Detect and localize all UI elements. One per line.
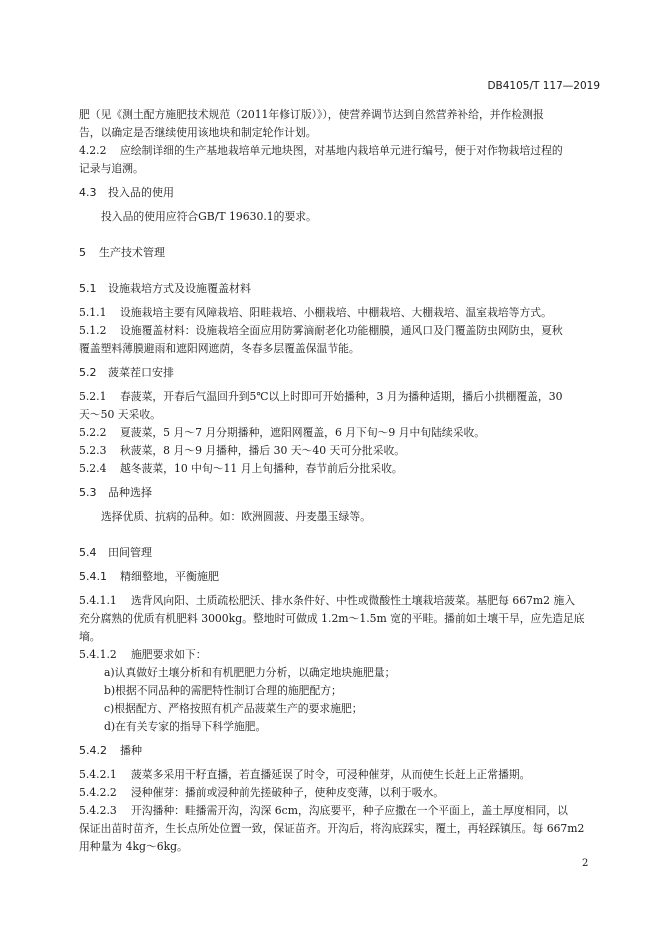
clause-5-1-2: 5.1.2 设施覆盖材料：设施栽培全面应用防雾滴耐老化功能棚膜，通风口及门覆盖防虫网防虫，夏秋 (79, 324, 563, 337)
list-item: a)认真做好土壤分析和有机肥肥力分析，以确定地块施肥量； (104, 666, 396, 679)
clause-5-2-4: 5.2.4 越冬菠菜，10 中旬～11 月上旬播种，春节前后分批采收。 (79, 462, 403, 475)
heading-5: 5 生产技术管理 (79, 246, 165, 259)
clause-5-2-1: 5.2.1 春菠菜，开春后气温回升到5℃以上时即可开始播种，3 月为播种适期，播后小拱棚覆盖，30 (79, 390, 563, 403)
body-line: 充分腐熟的优质有机肥料 3000kg。整地时可做成 1.2m～1.5m 宽的平畦。播前如土壤干旱，应先造足底 (79, 612, 585, 625)
heading-5-4-1: 5.4.1 精细整地，平衡施肥 (79, 570, 219, 583)
body-line: 覆盖塑料薄膜避雨和遮阳网遮荫，冬春多层覆盖保温节能。 (79, 342, 360, 355)
clause-5-2-2: 5.2.2 夏菠菜，5 月～7 月分期播种，遮阳网覆盖，6 月下旬～9 月中旬陆续采收。 (79, 426, 486, 439)
heading-5-4-2: 5.4.2 播种 (79, 744, 142, 757)
body-line: 记录与追溯。 (79, 162, 144, 175)
clause-5-4-1-1: 5.4.1.1 选背风向阳、土质疏松肥沃、排水条件好、中性或微酸性土壤栽培菠菜。基肥每 667m2 施入 (79, 594, 576, 607)
body-line: 肥（见《测土配方施肥技术规范（2011年修订版）》），使营养调节达到自然营养补给，并作检测报 (79, 108, 544, 121)
clause-5-4-2-3: 5.4.2.3 开沟播种：畦播需开沟，沟深 6cm，沟底要平，种子应撒在一个平面上，盖土厚度相同，以 (79, 804, 568, 817)
heading-5-2: 5.2 菠菜茬口安排 (79, 366, 174, 379)
clause-5-2-3: 5.2.3 秋菠菜，8 月～9 月播种，播后 30 天～40 天可分批采收。 (79, 444, 406, 457)
document-id-header: DB4105/T 117—2019 (487, 80, 600, 92)
body-line: 告，以确定是否继续使用该地块和制定轮作计划。 (79, 126, 317, 139)
page-number: 2 (582, 858, 589, 869)
heading-4-3: 4.3 投入品的使用 (79, 186, 174, 199)
clause-5-4-2-1: 5.4.2.1 菠菜多采用干籽直播，若直播延误了时令，可浸种催芽，从而使生长赶上正常播期。 (79, 768, 531, 781)
body-line: 用种量为 4kg～6kg。 (79, 840, 188, 853)
body-line: 保证出苗时苗齐，生长点所处位置一致，保证苗齐。开沟后，将沟底踩实，覆土，再轻踩镇压。每 667m2 (79, 822, 585, 835)
body-line: 投入品的使用应符合GB/T 19630.1的要求。 (101, 210, 317, 223)
clause-5-4-2-2: 5.4.2.2 浸种催芽：播前或浸种前先搓破种子，使种皮变薄，以利于吸水。 (79, 786, 445, 799)
list-item: d)在有关专家的指导下科学施肥。 (104, 720, 267, 733)
list-item: b)根据不同品种的需肥特性制订合理的施肥配方； (104, 684, 342, 697)
body-line: 天～50 天采收。 (79, 408, 161, 421)
clause-4-2-2: 4.2.2 应绘制详细的生产基地栽培单元地块图，对基地内栽培单元进行编号，便于对作物栽培过程的 (79, 144, 563, 157)
body-line: 选择优质、抗病的品种。如：欧洲圆菠、丹麦墨玉绿等。 (101, 510, 371, 523)
list-item: c)根据配方、严格按照有机产品菠菜生产的要求施肥； (104, 702, 363, 715)
heading-5-3: 5.3 品种选择 (79, 486, 152, 499)
clause-5-4-1-2: 5.4.1.2 施肥要求如下： (79, 648, 207, 661)
body-line: 墒。 (79, 630, 101, 643)
heading-5-4: 5.4 田间管理 (79, 546, 152, 559)
heading-5-1: 5.1 设施栽培方式及设施覆盖材料 (79, 282, 251, 295)
clause-5-1-1: 5.1.1 设施栽培主要有风障栽培、阳畦栽培、小棚栽培、中棚栽培、大棚栽培、温室栽培等方式。 (79, 306, 552, 319)
